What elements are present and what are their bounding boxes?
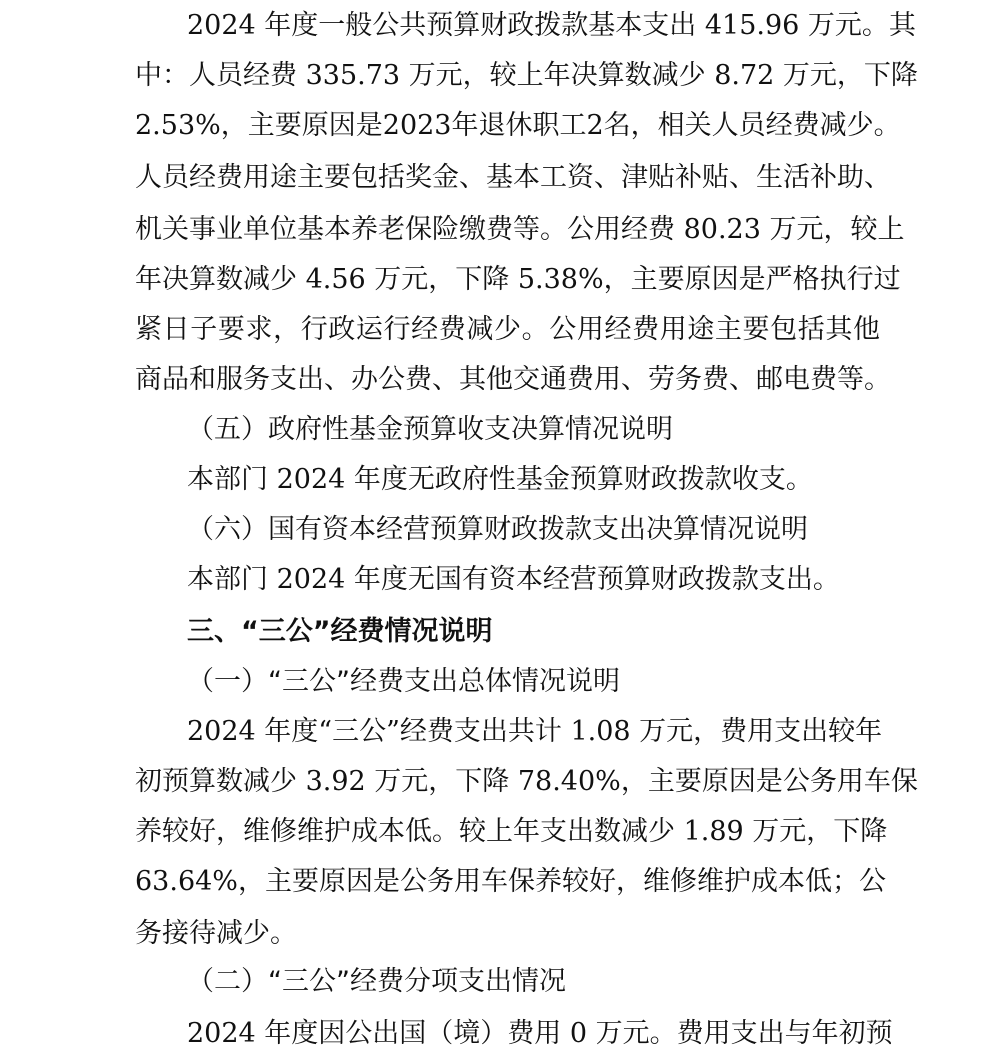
paragraph-line: 养较好，维修维护成本低。较上年支出数减少 1.89 万元，下降 bbox=[135, 816, 888, 847]
subsection-heading-2: （二）“三公”经费分项支出情况 bbox=[187, 966, 566, 997]
section-heading-6: （六）国有资本经营预算财政拨款支出决算情况说明 bbox=[187, 514, 808, 545]
section-heading-5: （五）政府性基金预算收支决算情况说明 bbox=[187, 414, 673, 445]
paragraph-line: 初预算数减少 3.92 万元，下降 78.40%，主要原因是公务用车保 bbox=[135, 766, 918, 797]
paragraph-line: 2024 年度“三公”经费支出共计 1.08 万元，费用支出较年 bbox=[187, 716, 883, 747]
paragraph-line: 63.64%，主要原因是公务用车保养较好，维修维护成本低；公 bbox=[135, 866, 886, 897]
paragraph-line: 商品和服务支出、办公费、其他交通费用、劳务费、邮电费等。 bbox=[135, 364, 891, 395]
paragraph-line: 2024 年度因公出国（境）费用 0 万元。费用支出与年初预 bbox=[187, 1018, 893, 1049]
subsection-heading-1: （一）“三公”经费支出总体情况说明 bbox=[187, 666, 620, 697]
paragraph-line: 年决算数减少 4.56 万元，下降 5.38%，主要原因是严格执行过 bbox=[135, 264, 901, 295]
paragraph-line: 本部门 2024 年度无国有资本经营预算财政拨款支出。 bbox=[187, 564, 840, 595]
paragraph-line: 人员经费用途主要包括奖金、基本工资、津贴补贴、生活补助、 bbox=[135, 162, 891, 193]
paragraph-line: 本部门 2024 年度无政府性基金预算财政拨款收支。 bbox=[187, 464, 813, 495]
paragraph-line: 务接待减少。 bbox=[135, 918, 297, 949]
paragraph-line: 紧日子要求，行政运行经费减少。公用经费用途主要包括其他 bbox=[135, 314, 880, 345]
paragraph-line: 2.53%，主要原因是2023年退休职工2名，相关人员经费减少。 bbox=[135, 110, 901, 141]
paragraph-line: 中：人员经费 335.73 万元，较上年决算数减少 8.72 万元，下降 bbox=[135, 60, 918, 91]
paragraph-line: 机关事业单位基本养老保险缴费等。公用经费 80.23 万元，较上 bbox=[135, 214, 905, 245]
major-heading-3: 三、“三公”经费情况说明 bbox=[187, 616, 493, 647]
paragraph-line: 2024 年度一般公共预算财政拨款基本支出 415.96 万元。其 bbox=[187, 10, 916, 41]
